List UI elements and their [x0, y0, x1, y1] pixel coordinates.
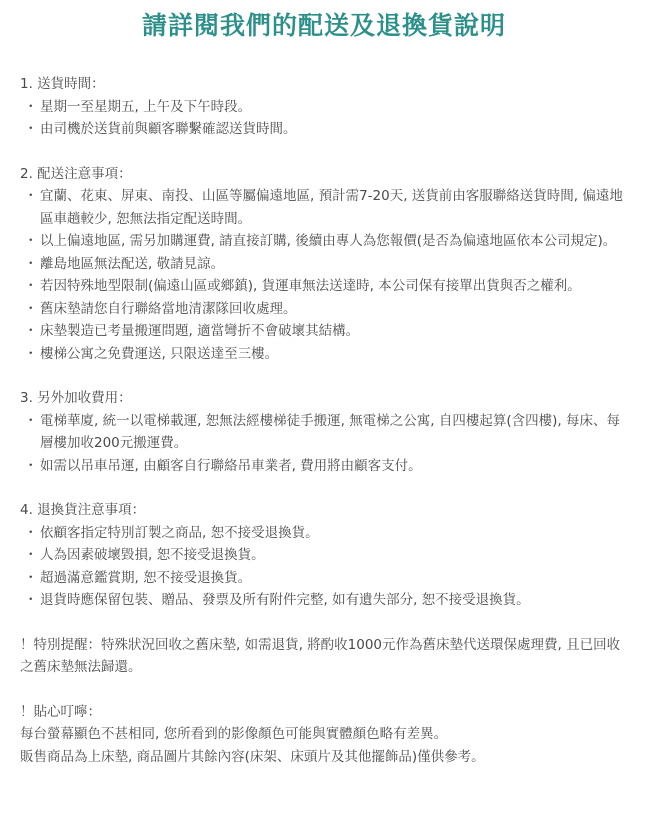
section-extra-fees: [20, 387, 628, 477]
item-text: 退貨時應保留包裝、贈品、發票及所有附件完整, 如有遺失部分, 恕不接受退換貨。: [40, 592, 530, 608]
bullet: ・: [24, 569, 38, 586]
bullet: ・: [24, 345, 38, 362]
section-heading: 2. 配送注意事項：: [20, 165, 132, 182]
bullet: ・: [24, 592, 38, 608]
special-notice: [20, 634, 628, 679]
bullet: ・: [24, 524, 38, 541]
list-item: [20, 455, 628, 478]
bullet: ・: [24, 233, 38, 249]
bullet: ・: [24, 300, 38, 317]
section-heading: 4. 退換貨注意事項：: [20, 502, 146, 518]
item-list: [20, 410, 628, 478]
list-item: [20, 230, 628, 253]
item-list: [20, 522, 628, 612]
page-title: 請詳閱我們的配送及退換貨說明: [141, 11, 506, 40]
item-text: 電梯華廈, 統一以電梯載運, 恕無法經樓梯徒手搬運, 無電梯之公寓, 自四樓起算(含四樓), 每床、每層樓加收200元搬運費。: [40, 412, 620, 451]
item-text: 超過滿意鑑賞期, 恕不接受退換貨。: [40, 569, 252, 586]
bullet: ・: [24, 98, 38, 115]
tips: [20, 701, 628, 769]
list-item: [20, 589, 628, 612]
item-text: 若因特殊地型限制(偏遠山區或鄉鎮), 貨運車無法送達時, 本公司保有接單出貨與否之權利。: [40, 278, 581, 294]
item-text: 樓梯公寓之免費運送, 只限送達至三樓。: [40, 345, 279, 362]
item-text: 宜蘭、花東、屏東、南投、山區等屬偏遠地區, 預計需7-20天, 送貨前由客服聯絡送貨時間, 偏遠地區車趟較少, 恕無法指定配送時間。: [40, 188, 623, 227]
item-text: 依顧客指定特別訂製之商品, 恕不接受退換貨。: [40, 524, 319, 541]
list-item: [20, 522, 628, 545]
list-item: [20, 185, 628, 230]
list-item: [20, 567, 628, 590]
section-returns: [20, 499, 628, 612]
section-heading: 3. 另外加收費用：: [20, 390, 132, 406]
bullet: ・: [24, 255, 38, 272]
item-list: [20, 185, 628, 365]
item-text: 人為因素破壞毀損, 恕不接受退換貨。: [40, 547, 265, 563]
tips-line: 每台螢幕顯色不甚相同, 您所看到的影像顏色可能與實體顏色略有差異。: [20, 726, 448, 742]
item-text: 由司機於送貨前與顧客聯繫確認送貨時間。: [40, 121, 297, 137]
item-text: 以上偏遠地區, 需另加購運費, 請直接訂購, 後續由專人為您報價(是否為偏遠地區依本公司規定)。: [40, 233, 617, 249]
list-item: [20, 118, 628, 141]
bullet: ・: [24, 323, 38, 339]
list-item: [20, 544, 628, 567]
item-text: 如需以吊車吊運, 由顧客自行聯絡吊車業者, 費用將由顧客支付。: [40, 457, 422, 474]
bullet: ・: [24, 457, 38, 474]
list-item: [20, 96, 628, 119]
bullet: ・: [24, 278, 38, 294]
bullet: ・: [24, 412, 38, 429]
item-text: 舊床墊請您自行聯絡當地清潔隊回收處理。: [40, 300, 297, 317]
list-item: [20, 298, 628, 321]
section-delivery-notes: [20, 163, 628, 366]
list-item: [20, 410, 628, 455]
list-item: [20, 343, 628, 366]
list-item: [20, 253, 628, 276]
tips-line: 販售商品為上床墊, 商品圖片其餘內容(床架、床頭片及其他擺飾品)僅供參考。: [20, 748, 485, 765]
item-list: [20, 96, 628, 141]
item-text: 離島地區無法配送, 敬請見諒。: [40, 255, 225, 272]
section-delivery-time: [20, 73, 628, 141]
list-item: [20, 275, 628, 298]
list-item: [20, 320, 628, 343]
bullet: ・: [24, 121, 38, 137]
notice-text: ！特別提醒：特殊狀況回收之舊床墊, 如需退貨, 將酌收1000元作為舊床墊代送環保處理費, 且已回收之舊床墊無法歸還。: [20, 636, 621, 675]
item-text: 床墊製造已考量搬運問題, 適當彎折不會破壞其結構。: [40, 323, 360, 339]
item-text: 星期一至星期五, 上午及下午時段。: [40, 98, 252, 115]
section-heading: 1. 送貨時間：: [20, 76, 105, 92]
bullet: ・: [24, 188, 38, 204]
tips-heading: ！貼心叮嚀：: [20, 703, 101, 720]
bullet: ・: [24, 547, 38, 563]
content: [20, 73, 628, 768]
